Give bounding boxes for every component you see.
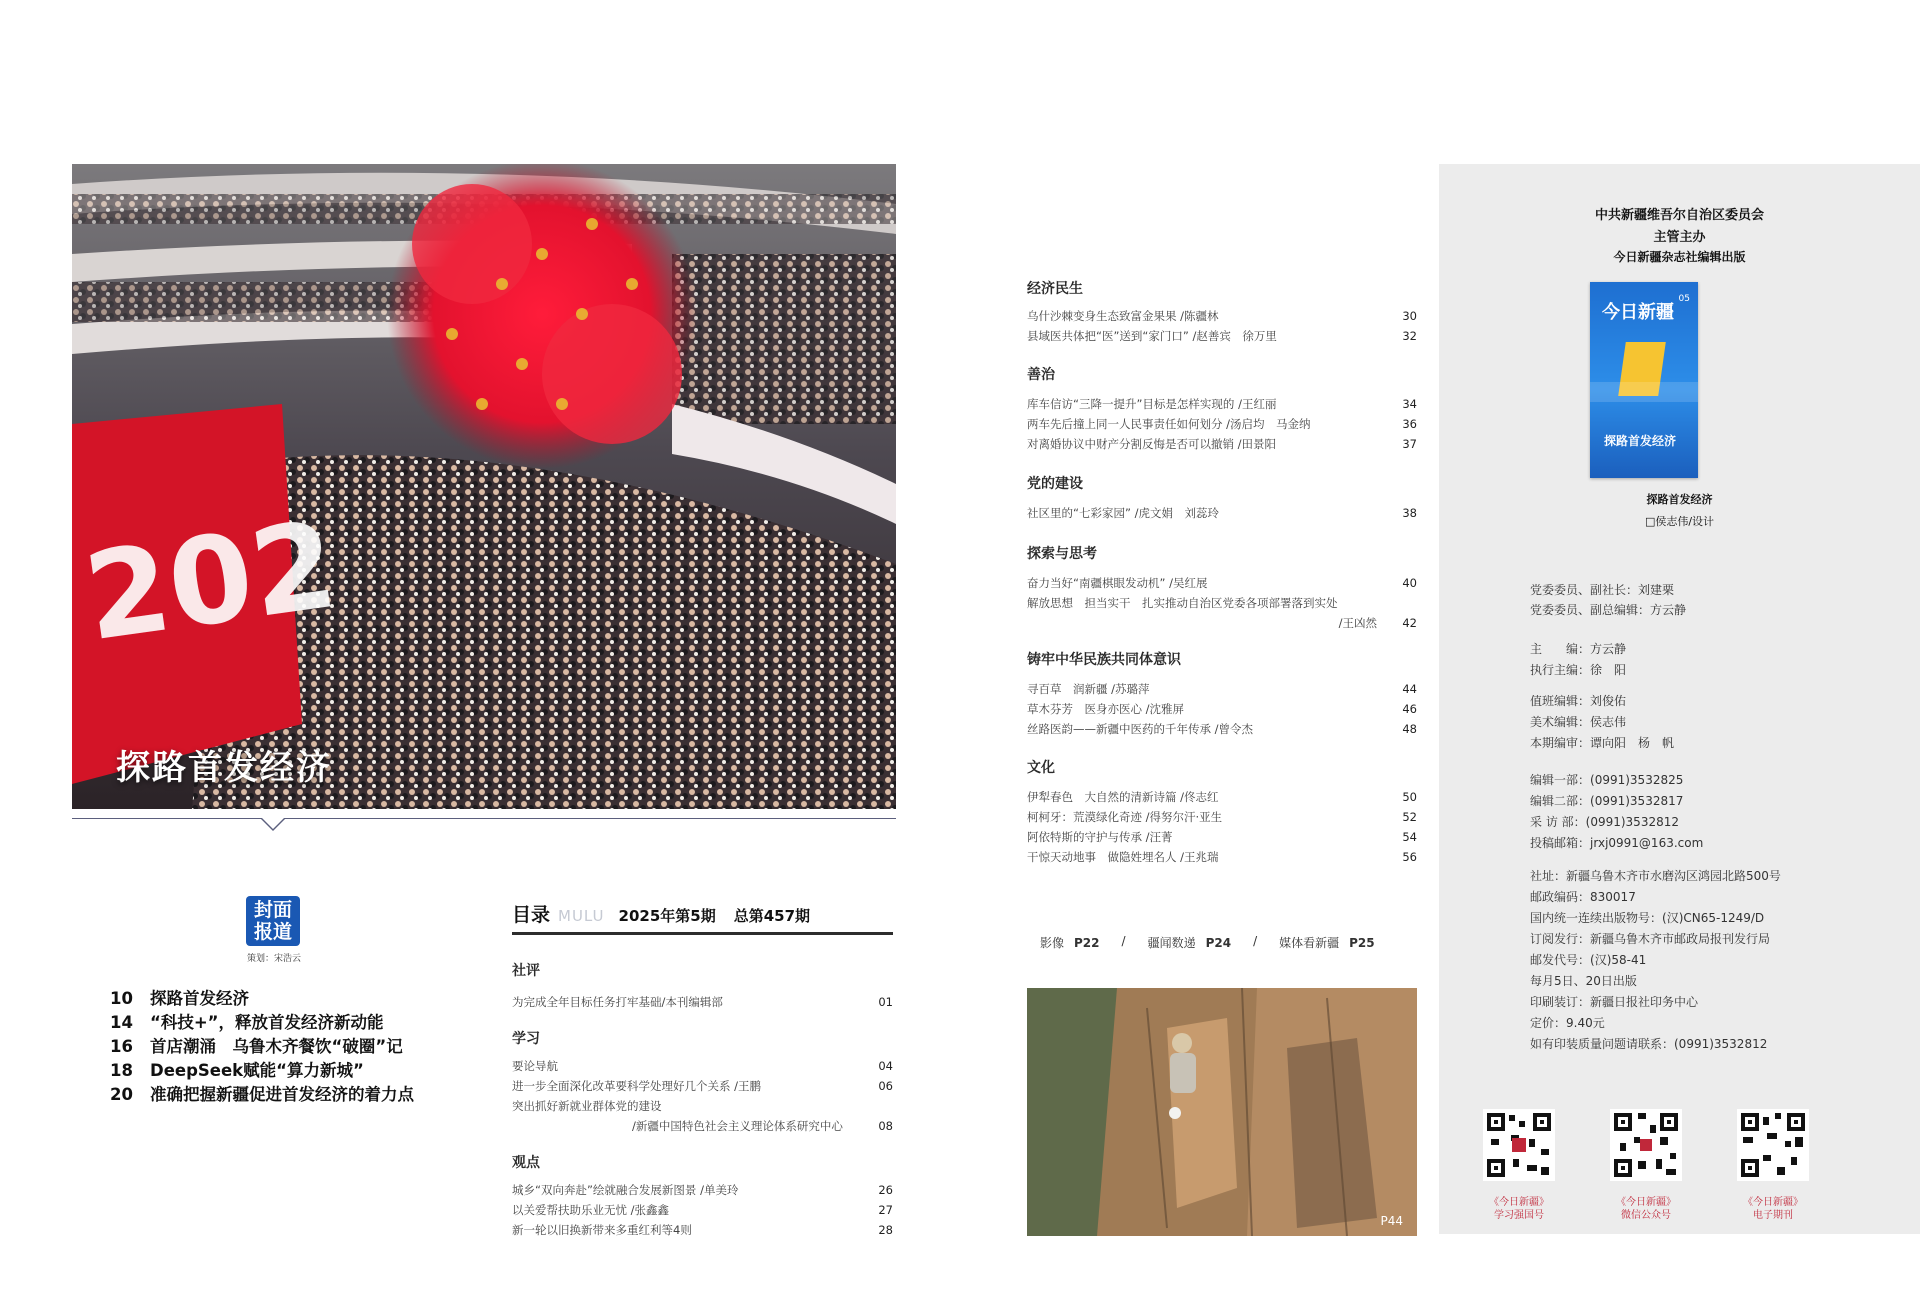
cover-report-item[interactable]: 10 探路首发经济 [110, 989, 249, 1008]
toc-section [1027, 364, 1417, 454]
toc-section [1027, 649, 1417, 739]
qr-code-icon[interactable] [1737, 1109, 1809, 1181]
section-title: 文化 [1027, 760, 1055, 776]
section-title: 观点 [512, 1155, 540, 1171]
section-title: 党的建设 [1027, 476, 1083, 492]
staff-row: 执行主编：徐 阳 [1530, 663, 1627, 677]
cover-report-item[interactable]: 16 首店潮涌 乌鲁木齐餐饮“破圈”记 [110, 1037, 403, 1056]
toc-entry[interactable]: 伊犁春色 大自然的清新诗篇 /佟志红 50 [1027, 790, 1417, 804]
toc-entry[interactable]: 新一轮以旧换新带来多重红利等4则 28 [512, 1223, 893, 1237]
toc-entry[interactable]: 县域医共体把“医”送到“家门口” /赵善宾 徐万里 32 [1027, 329, 1417, 343]
cover-headline: 探路首发经济 [1604, 434, 1677, 448]
toc-title-en: MULU [558, 907, 605, 925]
sponsor-line: 中共新疆维吾尔自治区委员会 [1594, 208, 1764, 223]
cover-report-badge [246, 896, 300, 946]
section-title: 经济民生 [1027, 281, 1083, 297]
toc-title: 目录 [512, 904, 551, 926]
staff-row: 每月5日、20日出版 [1530, 974, 1637, 988]
section-title: 铸牢中华民族共同体意识 [1027, 652, 1181, 668]
cover-report-planner: 策划：宋浩云 [246, 954, 301, 964]
staff-row: 本期编审：谭向阳 杨 帆 [1530, 736, 1675, 750]
toc-section [1027, 278, 1417, 346]
rock-climb-photo [1027, 988, 1417, 1236]
toc-entry[interactable]: 奋力当好“南疆棋眼发动机” /吴红展 40 [1027, 576, 1417, 590]
toc-section [1027, 543, 1417, 633]
toc-issue: 2025年第5期 [618, 907, 716, 925]
badge-line-2: 报道 [253, 921, 292, 943]
toc-rule [512, 932, 893, 935]
staff-row: 邮政编码：830017 [1530, 890, 1636, 904]
toc-entry[interactable]: 要论导航 04 [512, 1059, 893, 1073]
toc-entry[interactable]: 柯柯牙：荒漠绿化奇迹 /得努尔汗·亚生 52 [1027, 810, 1417, 824]
cover-issue: 05 [1678, 294, 1690, 304]
toc-entry[interactable]: 突出抓好新就业群体党的建设 [512, 1099, 662, 1113]
sponsor-line: 主管主办 [1653, 230, 1706, 245]
toc-entry[interactable]: 以关爱帮扶助乐业无忧 /张鑫鑫 27 [512, 1203, 893, 1217]
qr-pattern [1610, 1109, 1682, 1181]
toc-entry[interactable]: 城乡“双向奔赴”绘就融合发展新图景 /单美玲 26 [512, 1183, 893, 1197]
cover-photo-title: 探路首发经济 [116, 748, 332, 788]
cover-caption: 探路首发经济 [1646, 493, 1713, 506]
svg-text:202: 202 [77, 495, 345, 669]
toc-entry[interactable]: /王凶然 42 [1338, 616, 1417, 630]
qr-code-icon[interactable] [1483, 1109, 1555, 1181]
qr-caption: 《今日新疆》 电子期刊 [1743, 1197, 1803, 1221]
toc-header [512, 900, 892, 927]
toc-entry[interactable]: 库车信访“三降一提升”目标是怎样实现的 /王红丽 34 [1027, 397, 1417, 411]
staff-row: 编辑二部：(0991)3532817 [1530, 794, 1684, 808]
mall-balloon-scene [72, 164, 896, 809]
section-title: 社评 [512, 963, 540, 979]
toc-entry[interactable]: 对离婚协议中财产分割反悔是否可以撤销 /田景阳 37 [1027, 437, 1417, 451]
staff-row: 订阅发行：新疆乌鲁木齐市邮政局报刊发行局 [1530, 932, 1771, 946]
toc-entry[interactable]: 干惊天动地事 做隐姓埋名人 /王兆瑞 56 [1027, 850, 1417, 864]
toc-entry[interactable]: 草木芬芳 医身亦医心 /沈雅屏 46 [1027, 702, 1417, 716]
toc-section [512, 1028, 893, 1136]
toc-entry[interactable]: /新疆中国特色社会主义理论体系研究中心 08 [632, 1119, 893, 1133]
toc-entry[interactable]: 寻百草 润新疆 /苏璐萍 44 [1027, 682, 1417, 696]
staff-row: 定价：9.40元 [1530, 1016, 1605, 1030]
toc-entry[interactable]: 为完成全年目标任务打牢基础/本刊编辑部 01 [512, 995, 893, 1009]
toc-section [1027, 757, 1417, 867]
staff-row: 投稿邮箱：jrxj0991@163.com [1530, 836, 1704, 850]
figure-index [1040, 934, 1400, 951]
qr-pattern [1737, 1109, 1809, 1181]
toc-total: 总第457期 [733, 907, 811, 925]
staff-row: 编辑一部：(0991)3532825 [1530, 773, 1684, 787]
separator: / [1121, 934, 1126, 948]
toc-section [512, 1152, 893, 1240]
cover-report-list [110, 987, 530, 1107]
toc-entry[interactable]: 进一步全面深化改革要科学处理好几个关系 /王鹏 06 [512, 1079, 893, 1093]
rock-scene [1027, 988, 1417, 1236]
publisher-line: 今日新疆杂志社编辑出版 [1613, 250, 1746, 264]
caret-inner [262, 818, 284, 829]
toc-entry[interactable]: 解放思想 担当实干 扎实推动自治区党委各项部署落到实处 [1027, 596, 1338, 610]
cover-design-credit: □侯志伟/设计 [1644, 515, 1715, 528]
staff-row: 国内统一连续出版物号：(汉)CN65-1249/D [1530, 911, 1765, 925]
qr-caption: 《今日新疆》 学习强国号 [1489, 1197, 1549, 1221]
toc-section [1027, 473, 1417, 523]
toc-entry[interactable]: 乌什沙棘变身生态致富金果果 /陈疆林 30 [1027, 309, 1417, 323]
toc-entry[interactable]: 社区里的“七彩家园” /虎文娟 刘蕊玲 38 [1027, 506, 1417, 520]
toc-entry[interactable]: 阿依特斯的守护与传承 /汪菁 54 [1027, 830, 1417, 844]
staff-row: 邮发代号：(汉)58-41 [1530, 953, 1647, 967]
cover-report-item[interactable]: 14 “科技+”，释放首发经济新动能 [110, 1013, 384, 1032]
qr-pattern [1483, 1109, 1555, 1181]
staff-row: 美术编辑：侯志伟 [1530, 715, 1627, 729]
toc-entry[interactable]: 两车先后撞上同一人民事责任如何划分 /汤启均 马金纳 36 [1027, 417, 1417, 431]
magazine-cover-thumbnail [1590, 282, 1698, 478]
badge-line-1: 封面 [253, 899, 292, 921]
section-title: 善治 [1027, 367, 1055, 383]
staff-row: 值班编辑：刘俊佑 [1530, 694, 1627, 708]
section-title: 学习 [512, 1031, 540, 1047]
toc-entry[interactable]: 丝路医韵——新疆中医药的千年传承 /曾令杰 48 [1027, 722, 1417, 736]
qr-code-icon[interactable] [1610, 1109, 1682, 1181]
cover-logo: 今日新疆 [1602, 302, 1674, 323]
staff-row: 党委委员、副社长：刘建栗 [1530, 583, 1675, 597]
figure-link[interactable]: 疆闻数递 P24 [1147, 936, 1232, 950]
cover-report-item[interactable]: 20 准确把握新疆促进首发经济的着力点 [110, 1085, 414, 1104]
staff-row: 如有印装质量问题请联系：(0991)3532812 [1530, 1037, 1768, 1051]
figure-link[interactable]: 影像 P22 [1040, 936, 1100, 950]
cover-photo [72, 164, 896, 809]
photo-page-tag: P44 [1380, 1214, 1403, 1228]
cover-band [1590, 382, 1698, 402]
staff-row: 党委委员、副总编辑：方云静 [1530, 603, 1687, 617]
toc-section [512, 960, 893, 1012]
staff-row: 采 访 部：(0991)3532812 [1530, 815, 1679, 829]
separator: / [1253, 934, 1258, 948]
divider-line [72, 818, 896, 819]
qr-caption: 《今日新疆》 微信公众号 [1616, 1197, 1676, 1221]
section-title: 探索与思考 [1027, 546, 1097, 562]
staff-row: 主 编：方云静 [1530, 642, 1627, 656]
cover-report-item[interactable]: 18 DeepSeek赋能“算力新城” [110, 1061, 364, 1080]
staff-row: 印刷装订：新疆日报社印务中心 [1530, 995, 1699, 1009]
staff-row: 社址：新疆乌鲁木齐市水磨沟区鸿园北路500号 [1530, 869, 1781, 883]
figure-link[interactable]: 媒体看新疆 P25 [1279, 936, 1375, 950]
